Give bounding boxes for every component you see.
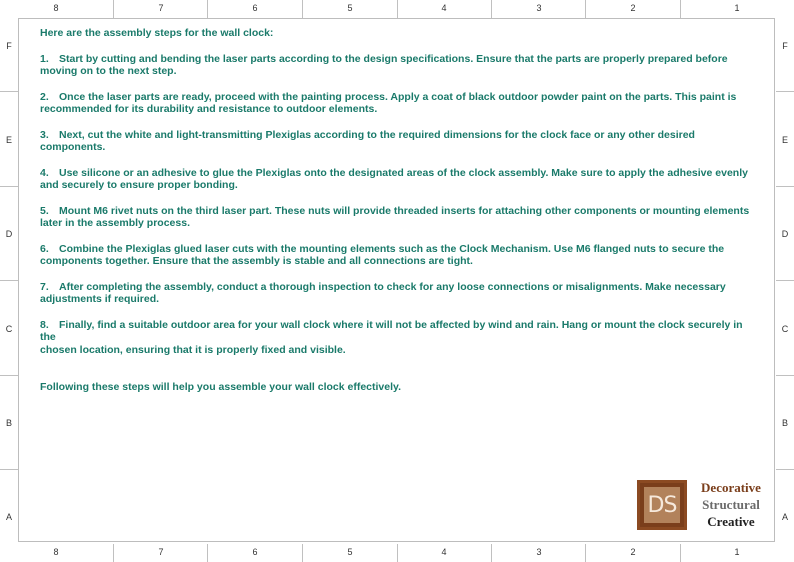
- column-label: 8: [53, 547, 59, 557]
- zone-tick: [302, 544, 303, 562]
- zone-tick: [491, 544, 492, 562]
- left-zone-ruler: [0, 0, 18, 562]
- logo-wordmark: [693, 479, 769, 530]
- step-number: 6.: [40, 242, 49, 255]
- zone-tick: [397, 544, 398, 562]
- step-number: 7.: [40, 280, 49, 293]
- row-label: D: [781, 229, 789, 239]
- column-label: 1: [734, 547, 740, 557]
- zone-tick: [113, 0, 114, 18]
- column-label: 5: [347, 3, 353, 13]
- zone-tick: [397, 0, 398, 18]
- step-text: Combine the Plexiglas glued laser cuts with the mounting elements such as the Clock Mechanism. Use M6 flanged nuts to secure the components together. Ensure that the assembly is stable and all connections are tight.: [40, 242, 725, 267]
- zone-tick: [680, 0, 681, 18]
- row-label: B: [781, 418, 788, 428]
- right-zone-ruler: [776, 0, 794, 562]
- column-label: 2: [630, 547, 636, 557]
- row-label: F: [782, 41, 788, 51]
- row-label: D: [5, 229, 13, 239]
- zone-tick: [0, 280, 18, 281]
- zone-tick: [776, 375, 794, 376]
- row-label: B: [5, 418, 12, 428]
- column-label: 8: [53, 3, 59, 13]
- intro-text: Here are the assembly steps for the wall clock:: [40, 27, 274, 39]
- column-label: 7: [158, 3, 164, 13]
- zone-tick: [0, 186, 18, 187]
- row-label: E: [5, 135, 12, 145]
- zone-tick: [113, 544, 114, 562]
- zone-tick: [207, 0, 208, 18]
- step-text: Use silicone or an adhesive to glue the Plexiglas onto the designated areas of the clock assembly. Make sure to apply the adhesive evenly and securely to ensure proper bonding.: [40, 166, 748, 191]
- step-text-continuation: adjustments if required.: [40, 293, 160, 305]
- step-number: 3.: [40, 128, 49, 141]
- logo-monogram-box: [637, 480, 687, 530]
- step-item: [40, 319, 760, 357]
- step-number: 5.: [40, 204, 49, 217]
- step-number: 1.: [40, 52, 49, 65]
- step-text: Mount M6 rivet nuts on the third laser part. These nuts will provide threaded inserts for attaching other components or mounting elements later in the assembly process.: [40, 204, 750, 229]
- bottom-zone-ruler: [0, 544, 794, 562]
- logo-line-structural: Structural: [702, 497, 760, 512]
- zone-tick: [776, 469, 794, 470]
- column-label: 6: [252, 547, 258, 557]
- zone-tick: [680, 544, 681, 562]
- zone-tick: [0, 469, 18, 470]
- zone-tick: [776, 91, 794, 92]
- zone-tick: [776, 280, 794, 281]
- zone-tick: [491, 0, 492, 18]
- top-zone-ruler: [0, 0, 794, 18]
- zone-tick: [0, 91, 18, 92]
- logo-monogram: DS: [644, 487, 680, 523]
- column-label: 3: [536, 547, 542, 557]
- closing-text: Following these steps will help you assemble your wall clock effectively.: [40, 381, 401, 393]
- step-item: [40, 205, 760, 230]
- step-number: 2.: [40, 90, 49, 103]
- logo-line-creative: Creative: [707, 514, 755, 529]
- row-label: C: [781, 324, 789, 334]
- column-label: 4: [441, 547, 447, 557]
- step-text: Once the laser parts are ready, proceed with the painting process. Apply a coat of black outdoor powder paint on the parts. This paint is recommended for its durability and resistance to outdoor elements.: [40, 90, 737, 115]
- step-text: Start by cutting and bending the laser parts according to the design specifications. Ensure that the parts are properly prepared before moving on to the next step.: [40, 52, 728, 77]
- zone-tick: [207, 544, 208, 562]
- column-label: 7: [158, 547, 164, 557]
- step-item: [40, 91, 760, 116]
- step-item: [40, 281, 760, 306]
- row-label: A: [5, 512, 12, 522]
- row-label: E: [781, 135, 788, 145]
- column-label: 5: [347, 547, 353, 557]
- step-item: [40, 167, 760, 192]
- logo-line-decorative: Decorative: [701, 480, 761, 495]
- zone-tick: [302, 0, 303, 18]
- assembly-instructions: [40, 27, 760, 394]
- step-item: [40, 53, 760, 78]
- zone-tick: [585, 544, 586, 562]
- step-number: 4.: [40, 166, 49, 179]
- step-text: Finally, find a suitable outdoor area for your wall clock where it will not be affected by wind and rain. Hang or mount the clock securely in the: [40, 318, 743, 343]
- row-label: A: [781, 512, 788, 522]
- column-label: 3: [536, 3, 542, 13]
- company-logo: [637, 480, 767, 530]
- step-item: [40, 243, 760, 268]
- row-label: C: [5, 324, 13, 334]
- row-label: F: [6, 41, 12, 51]
- step-text: Next, cut the white and light-transmitting Plexiglas according to the required dimensions for the clock face or any other desired components.: [40, 128, 695, 153]
- column-label: 1: [734, 3, 740, 13]
- step-number: 8.: [40, 318, 49, 331]
- zone-tick: [776, 186, 794, 187]
- step-text-continuation: chosen location, ensuring that it is properly fixed and visible.: [40, 343, 346, 356]
- column-label: 6: [252, 3, 258, 13]
- column-label: 2: [630, 3, 636, 13]
- column-label: 4: [441, 3, 447, 13]
- step-text: After completing the assembly, conduct a thorough inspection to check for any loose connections or misalignments. Make necessary: [59, 280, 726, 293]
- zone-tick: [0, 375, 18, 376]
- zone-tick: [585, 0, 586, 18]
- step-item: [40, 129, 760, 154]
